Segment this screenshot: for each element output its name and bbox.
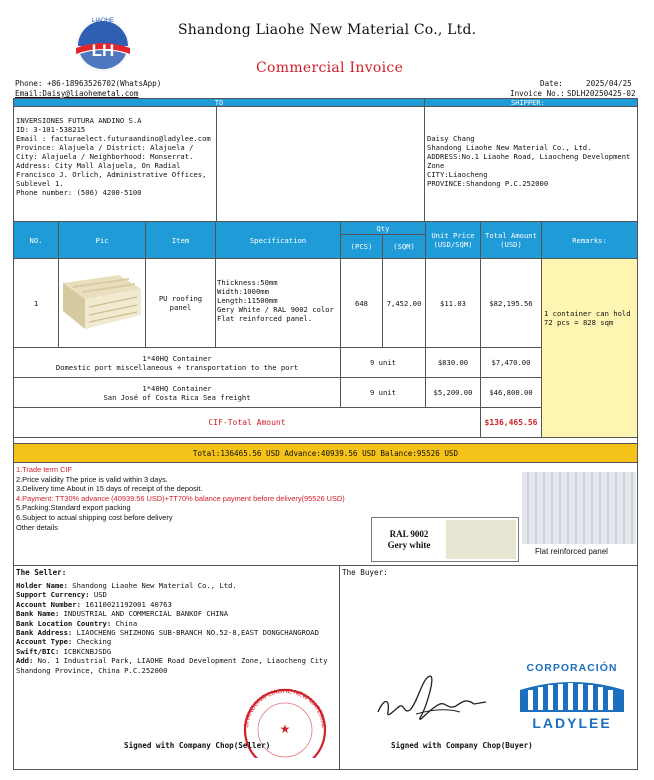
col-header-pic-label: Pic	[95, 235, 109, 245]
cif-total-cell	[480, 407, 542, 438]
seller-bank-details	[16, 581, 338, 675]
to-line: Address: City Mall Alajuela, On Radial	[16, 161, 181, 170]
shipper-line: CITY:Liaocheng	[427, 170, 488, 179]
flat-panel-caption: Flat reinforced panel	[535, 547, 608, 556]
to-line: Francisco J. Orlich, Administrative Offices,	[16, 170, 207, 179]
seller-title: The Seller:	[16, 568, 67, 577]
row1-unit-price	[425, 258, 481, 348]
row3-qty-value: 9 unit	[370, 388, 396, 397]
date-value: 2025/04/25	[586, 79, 632, 88]
spec-line: Thickness:50mm	[217, 278, 278, 287]
bank-field-value: Checking	[76, 637, 112, 647]
bank-field-label: Bank Name:	[16, 609, 64, 619]
date-label: Date:	[540, 79, 563, 88]
bank-field-value: INDUSTRIAL AND COMMERCIAL BANKOF CHINA	[63, 609, 229, 619]
to-line: Province: Alajuela / District: Alajuela /	[16, 143, 194, 152]
row1-pcs-value: 648	[355, 298, 368, 308]
bank-line	[16, 590, 338, 599]
row2-description	[13, 347, 341, 378]
color-swatch-card	[371, 517, 519, 562]
company-logo	[60, 8, 146, 78]
bank-line	[16, 647, 338, 656]
bank-line	[16, 656, 338, 675]
bank-field-value: No. 1 Industrial Park, LIAOHE Road Development Zone, Liaocheng City Shandong Province, China P.C.252000	[16, 656, 328, 675]
swatch-label	[372, 518, 446, 561]
col-header-sqm-label: (SQM)	[393, 242, 415, 251]
row1-pcs	[340, 258, 383, 348]
row1-no-value: 1	[33, 298, 39, 308]
shipper-line: Zone	[427, 161, 445, 170]
swatch-color-chip	[446, 520, 516, 559]
col-header-total-label: Total Amount (USD)	[485, 231, 537, 249]
bank-field-label: Bank Location Country:	[16, 618, 116, 628]
col-header-unit-price-label: Unit Price (USD/SQM)	[431, 231, 475, 249]
row2-qty	[340, 347, 426, 378]
invoice-value: SDLH20250425-02	[567, 89, 636, 98]
bank-line	[16, 637, 338, 646]
bank-field-label: Holder Name:	[16, 581, 73, 590]
row2-desc-title: 1*40HQ Container	[142, 353, 212, 363]
col-header-pcs	[340, 234, 383, 259]
buyer-logo	[512, 662, 632, 732]
term-line: 3.Delivery time About in 15 days of receipt of the deposit.	[16, 484, 203, 494]
spec-line: Length:11500mm	[217, 296, 278, 305]
to-line: INVERSIONES FUTURA ANDINO S.A	[16, 116, 142, 125]
phone-line: Phone: +86-18963526702(WhatsApp)	[15, 79, 162, 88]
swatch-name: Gery white	[387, 539, 431, 550]
to-address-box	[13, 106, 217, 222]
row1-item	[145, 258, 216, 348]
col-header-qty	[340, 221, 426, 235]
shipper-line: Daisy Chang	[427, 134, 475, 143]
row3-desc-title: 1*40HQ Container	[142, 383, 212, 393]
spec-line: Flat reinforced panel.	[217, 314, 313, 323]
row3-unit-price-value: $5,200.00	[433, 388, 473, 397]
col-header-total	[480, 221, 542, 259]
document-title: Commercial Invoice	[256, 60, 404, 76]
row1-no	[13, 258, 59, 348]
col-header-spec-label: Specification	[249, 235, 307, 245]
row3-unit-price	[425, 377, 481, 408]
row1-unit-price-value: $11.03	[440, 298, 466, 308]
bank-field-value: USD	[93, 590, 107, 600]
bank-field-label: Account Number:	[16, 599, 86, 609]
remarks-text: 1 container can hold 72 pcs = 828 sqm	[544, 309, 631, 327]
bank-field-value: China	[115, 618, 138, 628]
blank-address-box	[216, 106, 425, 222]
term-line: 6.Subject to actual shipping cost before delivery	[16, 512, 173, 522]
term-line: 5.Packing:Standard export packing	[16, 503, 131, 513]
row3-total	[480, 377, 542, 408]
row1-item-value: PU roofing panel	[158, 294, 203, 312]
col-header-no	[13, 221, 59, 259]
cif-total: $136,465.56	[484, 418, 538, 427]
row1-total	[480, 258, 542, 348]
roof-panel-image	[59, 259, 145, 347]
bank-field-label: Account Type:	[16, 637, 77, 647]
bank-field-value: ICBKCNBJSDG	[63, 646, 112, 656]
col-header-qty-label: Qty	[376, 223, 390, 233]
shipper-address-box	[424, 106, 638, 222]
buyer-signature	[370, 668, 490, 730]
row2-total-value: $7,470.00	[491, 358, 531, 367]
bank-line	[16, 609, 338, 618]
col-header-remarks-label: Remarks:	[572, 235, 607, 245]
col-header-remarks	[541, 221, 638, 259]
to-line: Email : facturaelect.futuraandino@ladylee.com	[16, 134, 211, 143]
totals-line: Total:136465.56 USD Advance:40939.56 USD Balance:95526 USD	[192, 448, 459, 458]
stamp-star-icon: ★	[279, 722, 291, 736]
col-header-pcs-label: (PCS)	[350, 242, 373, 251]
bank-field-label: Add:	[16, 656, 38, 666]
row3-description	[13, 377, 341, 408]
bank-line	[16, 628, 338, 637]
row1-sqm-value: 7,452.00	[386, 298, 422, 308]
row2-desc-detail: Domestic port miscellaneous + transportation to the port	[55, 362, 299, 372]
row2-unit-price	[425, 347, 481, 378]
shipper-line: ADDRESS:No.1 Liaohe Road, Liaocheng Development	[427, 152, 631, 161]
col-header-item	[145, 221, 216, 259]
invoice-label: Invoice No.:	[510, 89, 565, 98]
spec-line: Gery White / RAL 9002 color	[217, 305, 334, 314]
row1-pic	[58, 258, 146, 348]
col-header-item-label: Item	[171, 235, 190, 245]
bank-field-label: Bank Address:	[16, 628, 77, 638]
term-line: 2.Price validity The price is valid within 3 days.	[16, 474, 168, 484]
row3-desc-detail: San José of Costa Rica Sea freight	[103, 392, 251, 402]
flat-panel-image	[522, 472, 636, 544]
term-line: Other details	[16, 522, 58, 532]
buyer-logo-bottom: LADYLEE	[532, 715, 612, 731]
bank-line	[16, 600, 338, 609]
to-line: ID: 3-101-538215	[16, 125, 86, 134]
email-line: Email:Daisy@liaohemetal.com	[15, 89, 139, 98]
to-label: TO	[214, 98, 224, 107]
row2-qty-value: 9 unit	[370, 358, 396, 367]
col-header-no-label: NO.	[29, 235, 43, 245]
row1-spec	[215, 258, 341, 348]
bank-field-value: LIAOCHENG SHIZHONG SUB-BRANCH NO.52-8,EAST DONGCHANGROAD	[76, 628, 319, 638]
buyer-building-icon	[518, 676, 626, 714]
bank-field-label: Swift/BIC:	[16, 646, 64, 656]
row2-total	[480, 347, 542, 378]
term-line: 4.Payment: TT30% advance (40939.56 USD)+TT70% balance payment before delivery(95526 USD)	[16, 493, 345, 503]
stamp-text: SHANDONG LIAOHE NEW MATERIAL	[243, 687, 327, 729]
swatch-code: RAL 9002	[389, 528, 429, 539]
logo-mark: LH	[91, 41, 115, 60]
col-header-unit-price	[425, 221, 481, 259]
remarks-cell	[541, 258, 638, 438]
col-header-sqm	[382, 234, 426, 259]
bank-line	[16, 581, 338, 590]
buyer-chop-label: Signed with Company Chop(Buyer)	[391, 741, 533, 750]
spec-line: Width:1000mm	[217, 287, 269, 296]
row2-unit-price-value: $830.00	[437, 358, 469, 367]
col-header-pic	[58, 221, 146, 259]
cif-label: CIF-Total Amount	[208, 418, 286, 427]
bank-field-value: Shandong Liaohe New Material Co., Ltd.	[72, 581, 237, 590]
totals-band	[13, 443, 638, 463]
row3-total-value: $46,800.00	[489, 388, 533, 397]
bank-field-value: 16110021192001 40763	[85, 599, 172, 609]
term-line: 1.Trade term CIF	[16, 465, 72, 474]
row1-sqm	[382, 258, 426, 348]
logo-wordmark: LIAOHE	[91, 18, 115, 24]
bank-field-label: Support Currency:	[16, 590, 94, 600]
row1-total-value: $82,195.56	[489, 298, 533, 308]
to-line: Sublevel 1.	[16, 179, 64, 188]
buyer-title: The Buyer:	[342, 568, 388, 577]
bank-line	[16, 619, 338, 628]
to-line: City: Alajuela / Neighborhood: Monserrat.	[16, 152, 194, 161]
col-header-spec	[215, 221, 341, 259]
shipper-line: PROVINCE:Shandong P.C.252000	[427, 179, 549, 188]
shipper-label: SHIPPER:	[511, 99, 545, 107]
to-line: Phone number: (506) 4200-5100	[16, 188, 142, 197]
shipper-line: Shandong Liaohe New Material Co., Ltd.	[427, 143, 592, 152]
row3-qty	[340, 377, 426, 408]
company-name: Shandong Liaohe New Material Co., Ltd.	[178, 22, 477, 38]
seller-chop-label: Signed with Company Chop(Seller)	[124, 741, 271, 750]
buyer-logo-top: CORPORACIÓN	[526, 662, 618, 674]
cif-label-cell	[13, 407, 481, 438]
